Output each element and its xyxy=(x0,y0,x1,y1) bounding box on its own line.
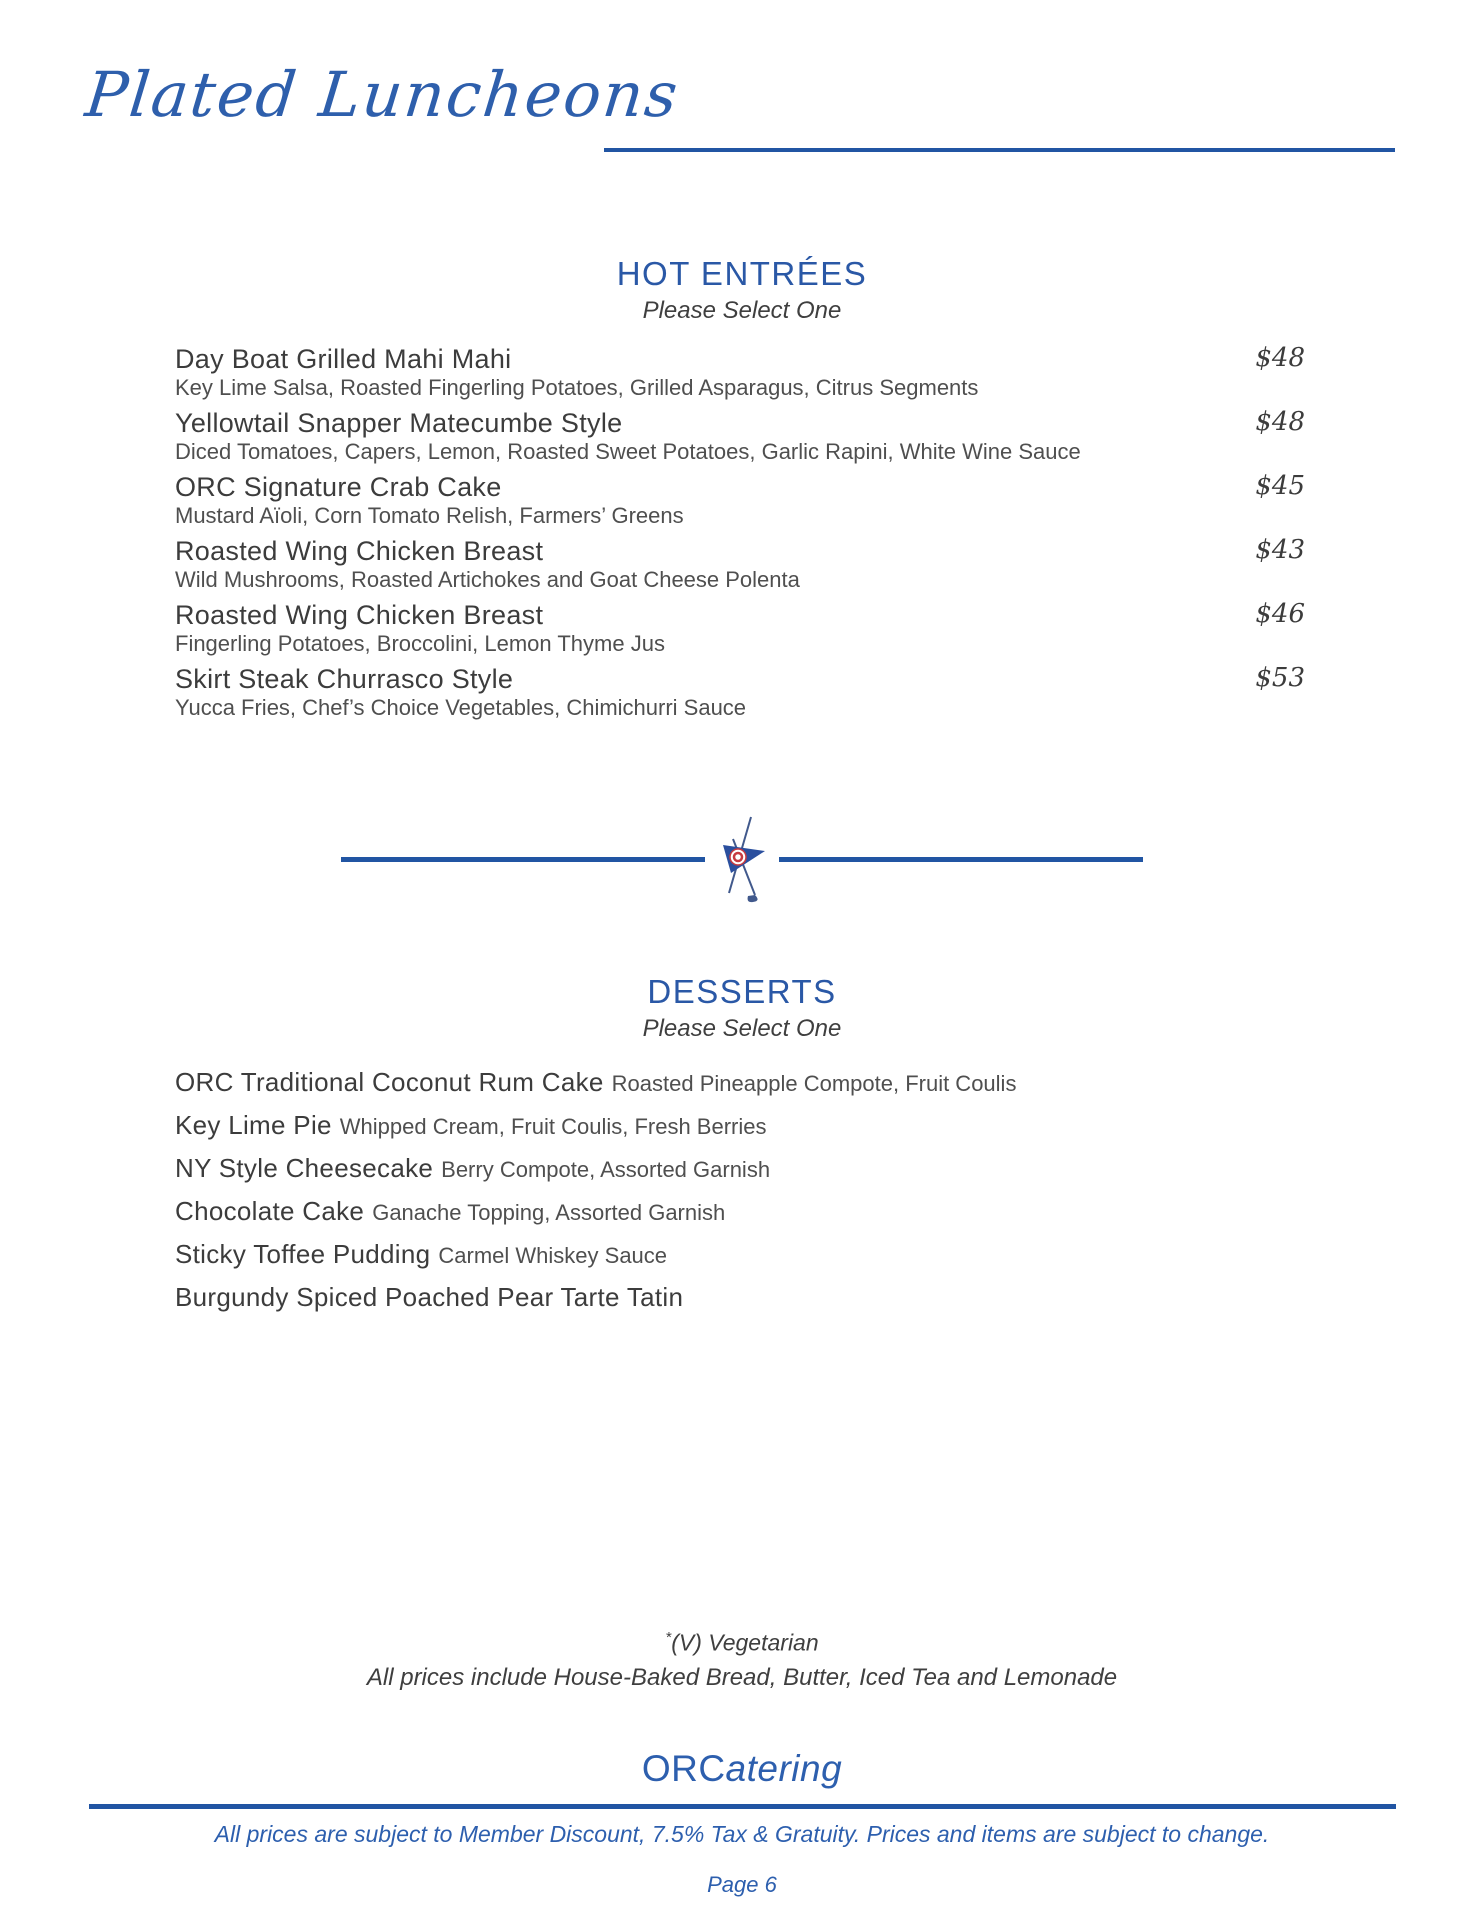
included-items-note: All prices include House-Baked Bread, Butter, Iced Tea and Lemonade xyxy=(366,1663,1118,1691)
menu-item xyxy=(175,343,1305,401)
menu-item-name: Day Boat Grilled Mahi Mahi xyxy=(175,344,512,374)
menu-item-description: Roasted Pineapple Compote, Fruit Coulis xyxy=(611,1071,1017,1096)
menu-item-description: Berry Compote, Assorted Garnish xyxy=(441,1157,771,1182)
menu-item-description: Key Lime Salsa, Roasted Fingerling Potatoes, Grilled Asparagus, Citrus Segments xyxy=(175,375,979,400)
menu-item-name: Roasted Wing Chicken Breast xyxy=(175,536,544,566)
page-header xyxy=(0,0,1484,195)
section-heading-desserts: DESSERTS xyxy=(647,973,837,1010)
section-divider xyxy=(341,813,1143,905)
menu-item-description: Carmel Whiskey Sauce xyxy=(438,1243,668,1268)
divider-line-right xyxy=(779,857,1143,862)
brand-logo xyxy=(0,1748,1484,1790)
desserts-list xyxy=(175,1063,1305,1321)
menu-item-name: Burgundy Spiced Poached Pear Tarte Tatin xyxy=(175,1282,684,1312)
vegetarian-asterisk: * xyxy=(665,1629,672,1646)
menu-item-name: Yellowtail Snapper Matecumbe Style xyxy=(175,408,623,438)
menu-item-description: Mustard Aïoli, Corn Tomato Relish, Farmers’ Greens xyxy=(175,503,684,528)
hot-entrees-list xyxy=(175,343,1305,721)
menu-item-description: Yucca Fries, Chef’s Choice Vegetables, Chimichurri Sauce xyxy=(175,695,747,720)
menu-item xyxy=(175,663,1305,721)
divider-line-left xyxy=(341,857,705,862)
vegetarian-note xyxy=(0,1621,1484,1660)
menu-item xyxy=(175,1192,1305,1235)
brand-suffix: atering xyxy=(725,1747,843,1789)
menu-item-price: $43 xyxy=(1255,535,1305,565)
menu-item xyxy=(175,1149,1305,1192)
menu-item xyxy=(175,407,1305,465)
page-number: Page 6 xyxy=(707,1871,777,1897)
header-divider-line xyxy=(604,148,1395,152)
menu-item-name: NY Style Cheesecake xyxy=(175,1153,434,1183)
menu-item-name: ORC Signature Crab Cake xyxy=(175,472,502,502)
burgee-pennant-flag-icon xyxy=(715,815,769,903)
section-heading-hot-entrees: HOT ENTRÉES xyxy=(616,255,868,292)
section-subheading-hot-entrees: Please Select One xyxy=(642,297,842,324)
menu-item xyxy=(175,535,1305,593)
section-subheading-desserts: Please Select One xyxy=(642,1015,842,1042)
menu-item-price: $46 xyxy=(1255,599,1305,629)
vegetarian-note-text: (V) Vegetarian xyxy=(671,1629,819,1656)
page-title: Plated Luncheons xyxy=(82,58,683,131)
menu-item-name: Key Lime Pie xyxy=(175,1110,332,1140)
menu-item-description: Diced Tomatoes, Capers, Lemon, Roasted Sweet Potatoes, Garlic Rapini, White Wine Sauce xyxy=(175,439,1081,464)
menu-item xyxy=(175,599,1305,657)
menu-item-price: $48 xyxy=(1255,343,1305,373)
menu-item-description: Whipped Cream, Fruit Coulis, Fresh Berries xyxy=(339,1114,767,1139)
menu-item xyxy=(175,471,1305,529)
menu-item-name: ORC Traditional Coconut Rum Cake xyxy=(175,1067,604,1097)
menu-item xyxy=(175,1063,1305,1106)
menu-notes xyxy=(0,1621,1484,1696)
menu-item-description: Fingerling Potatoes, Broccolini, Lemon Thyme Jus xyxy=(175,631,665,656)
menu-item-price: $48 xyxy=(1255,407,1305,437)
menu-item-name: Skirt Steak Churrasco Style xyxy=(175,664,514,694)
menu-item-price: $53 xyxy=(1255,663,1305,693)
menu-item-description: Ganache Topping, Assorted Garnish xyxy=(372,1200,726,1225)
menu-item-description: Wild Mushrooms, Roasted Artichokes and Goat Cheese Polenta xyxy=(175,567,800,592)
menu-item-price: $45 xyxy=(1255,471,1305,501)
footer-divider-line xyxy=(89,1804,1396,1809)
menu-item-name: Roasted Wing Chicken Breast xyxy=(175,600,544,630)
brand-prefix: ORC xyxy=(641,1747,726,1789)
menu-item-name: Chocolate Cake xyxy=(175,1196,365,1226)
menu-item-name: Sticky Toffee Pudding xyxy=(175,1239,431,1269)
menu-item xyxy=(175,1106,1305,1149)
menu-item xyxy=(175,1278,1305,1321)
menu-item xyxy=(175,1235,1305,1278)
footer-disclaimer: All prices are subject to Member Discount, 7.5% Tax & Gratuity. Prices and items are subject to change. xyxy=(214,1820,1270,1847)
